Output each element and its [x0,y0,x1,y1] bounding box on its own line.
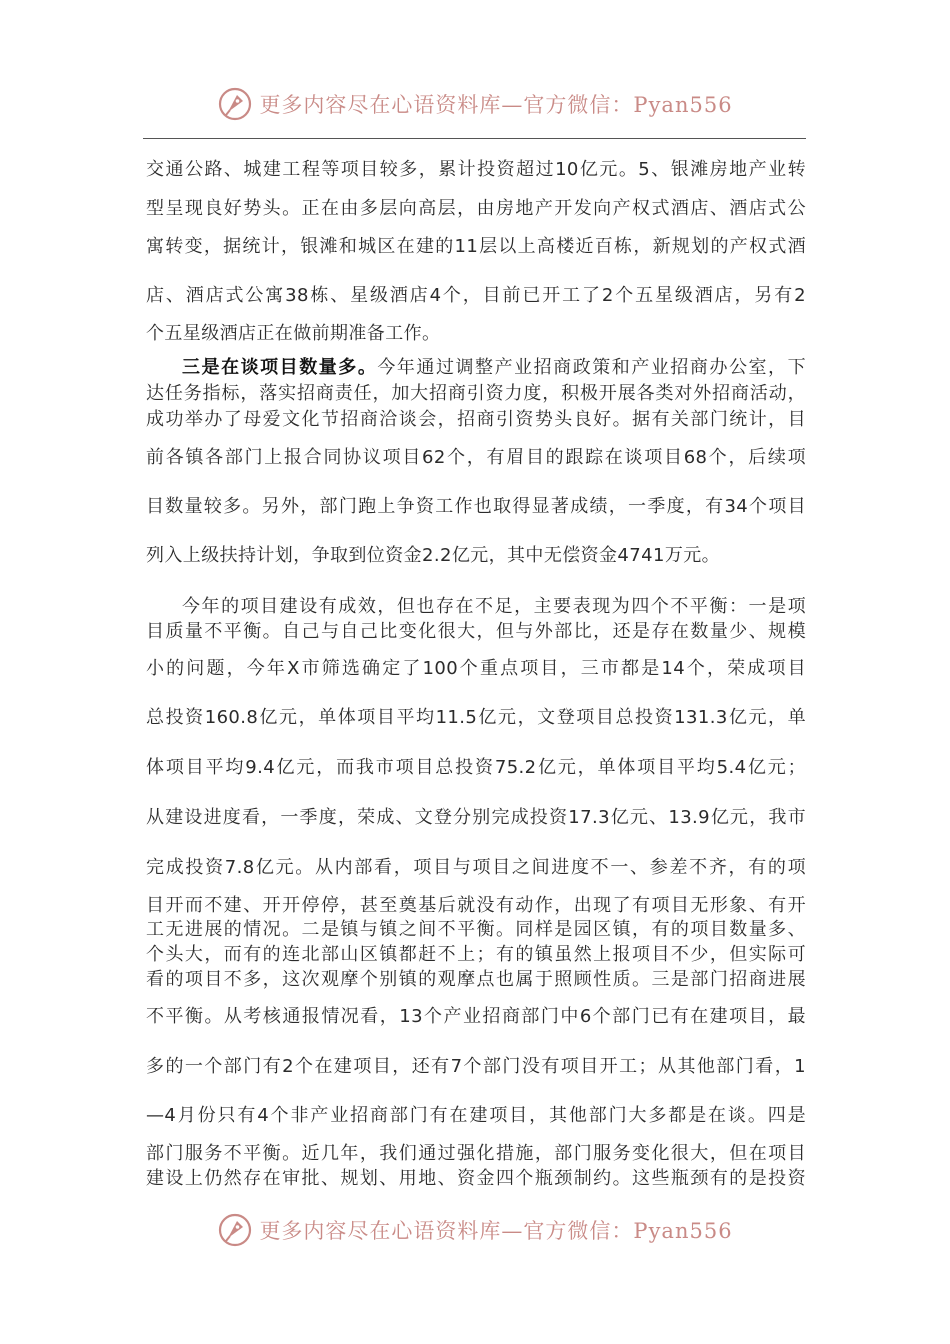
text-line: 成功举办了母爱文化节招商洽谈会，招商引资势头良好。据有关部门统计，目 [146,409,806,430]
text-line: 小的问题，今年X市筛选确定了100个重点项目，三市都是14个，荣成项目 [146,658,806,679]
text-line: 达任务指标，落实招商责任，加大招商引资力度，积极开展各类对外招商活动， [146,383,806,404]
text-line [182,356,806,380]
header-divider [143,138,806,139]
header-banner [0,84,950,124]
banner-text: 更多内容尽在心语资料库—官方微信：Pyan556 [259,1219,733,1243]
text-line: 多的一个部门有2个在建项目，还有7个部门没有项目开工；从其他部门看，1 [146,1056,806,1077]
text-line: 型呈现良好势头。正在由多层向高层，由房地产开发向产权式酒店、酒店式公 [146,198,806,219]
text-line: 个五星级酒店正在做前期准备工作。 [146,323,441,344]
banner-text: 更多内容尽在心语资料库—官方微信：Pyan556 [259,93,733,117]
text-line: 店、酒店式公寓38栋、星级酒店4个，目前已开工了2个五星级酒店，另有2 [146,285,806,306]
text-span: 今年通过调整产业招商政策和产业招商办公室，下 [377,357,806,378]
text-line: 从建设进度看，一季度，荣成、文登分别完成投资17.3亿元、13.9亿元，我市 [146,807,806,828]
text-line: 完成投资7.8亿元。从内部看，项目与项目之间进度不一、参差不齐，有的项 [146,857,806,878]
text-line: 部门服务不平衡。近几年，我们通过强化措施，部门服务变化很大，但在项目 [146,1143,806,1164]
section-heading: 三是在谈项目数量多。 [182,357,378,378]
pen-nib-circle-icon [217,1212,253,1248]
text-line: 个头大，而有的连北部山区镇都赶不上；有的镇虽然上报项目不少，但实际可 [146,944,806,965]
text-line: 目开而不建、开开停停，甚至奠基后就没有动作，出现了有项目无形象、有开 [146,895,806,916]
text-line: 寓转变，据统计，银滩和城区在建的11层以上高楼近百栋，新规划的产权式酒 [146,236,806,257]
text-line: 看的项目不多，这次观摩个别镇的观摩点也属于照顾性质。三是部门招商进展 [146,969,806,990]
text-line: 不平衡。从考核通报情况看，13个产业招商部门中6个部门已有在建项目，最 [146,1006,806,1027]
text-line: 总投资160.8亿元，单体项目平均11.5亿元，文登项目总投资131.3亿元，单 [146,707,806,728]
text-line: 目质量不平衡。自己与自己比变化很大，但与外部比，还是存在数量少、规模 [146,621,806,642]
pen-nib-circle-icon [217,86,253,122]
text-line: 前各镇各部门上报合同协议项目62个，有眉目的跟踪在谈项目68个，后续项 [146,447,806,468]
text-line: 目数量较多。另外，部门跑上争资工作也取得显著成绩，一季度，有34个项目 [146,496,806,517]
footer-banner [0,1210,950,1250]
text-line: 建设上仍然存在审批、规划、用地、资金四个瓶颈制约。这些瓶颈有的是投资 [146,1168,806,1189]
text-line: 体项目平均9.4亿元，而我市项目总投资75.2亿元，单体项目平均5.4亿元； [146,757,806,778]
text-line: 列入上级扶持计划，争取到位资金2.2亿元，其中无偿资金4741万元。 [146,545,721,566]
text-line: 工无进展的情况。二是镇与镇之间不平衡。同样是园区镇，有的项目数量多、 [146,919,806,940]
text-line: —4月份只有4个非产业招商部门有在建项目，其他部门大多都是在谈。四是 [146,1105,806,1126]
text-line: 交通公路、城建工程等项目较多，累计投资超过10亿元。5、银滩房地产业转 [146,159,806,180]
text-line: 今年的项目建设有成效，但也存在不足，主要表现为四个不平衡：一是项 [182,596,806,617]
